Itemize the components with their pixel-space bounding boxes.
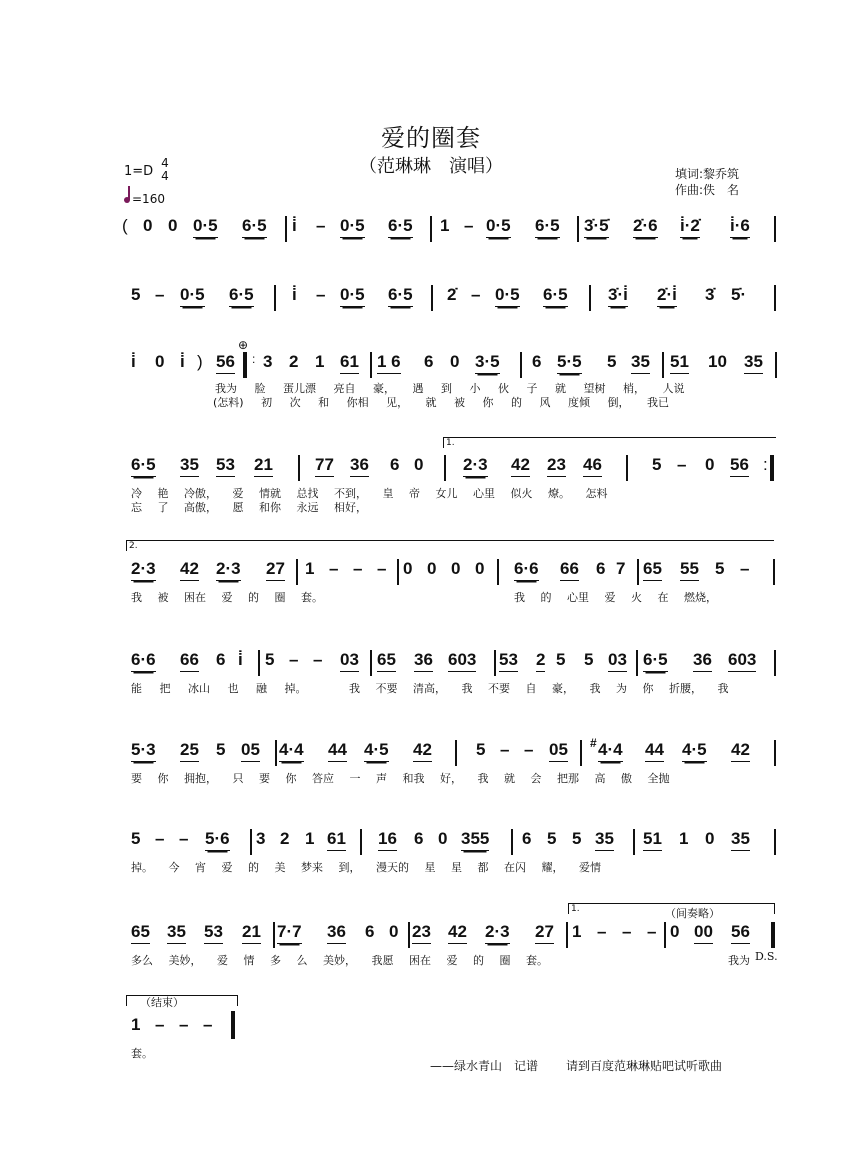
interlude-note: （间奏略） xyxy=(665,907,720,920)
lyricist: 填词:黎乔筑 xyxy=(675,167,740,181)
song-subtitle: （范琳琳 演唱） xyxy=(359,156,503,177)
tempo-marking xyxy=(124,192,165,206)
lyrics-verse-1: 我为 脸 蛋儿漂 亮自 豪， 遇 到 小 伙 子 就 望树 梢， 人说 xyxy=(215,382,685,395)
tempo-value: =160 xyxy=(132,192,165,206)
listen-note: 请到百度范琳琳贴吧试听歌曲 xyxy=(566,1059,723,1073)
lyrics-end: 我为 xyxy=(728,954,750,967)
volta-2-bracket: 2. xyxy=(126,540,774,551)
lyrics-verse-1b: 我 不要 清高， 我 不要 自 豪， 我 为 你 折腰， 我 xyxy=(349,682,729,695)
segno-icon: ⊕ xyxy=(238,338,249,352)
time-bottom: 4 xyxy=(161,169,169,183)
key-signature: 1=D xyxy=(124,164,154,179)
time-signature xyxy=(160,157,170,183)
song-title: 爱的圈套 xyxy=(381,124,481,152)
lyrics-final: 套。 xyxy=(131,1047,153,1060)
ds-marking: D.S. xyxy=(755,950,778,963)
composer: 作曲:佚 名 xyxy=(675,183,740,197)
time-top: 4 xyxy=(161,156,169,170)
lyrics-verse-2: 忘 了 高傲， 愿 和你 永远 相好， xyxy=(131,501,367,514)
lyrics-verse-1b: 我 的 心里 爱 火 在 燃烧， xyxy=(514,591,717,604)
lyrics-verse-1: 能 把 冰山 也 融 掉。 xyxy=(131,682,307,695)
lyrics-verse-1: 多么 美妙， 爱 情 多 么 美妙， 我愿 困在 爱 的 圈 套。 xyxy=(131,954,548,967)
lyrics-verse-1: 要 你 拥抱， 只 要 你 答应 一 声 和我 好， 我 就 会 把那 高 傲 全抛 xyxy=(131,772,670,785)
lyrics-verse-1: 掉。 今 宵 爱 的 美 梦来 到， 漫天的 星 星 都 在闪 耀， 爱情 xyxy=(131,861,601,874)
volta-1-bracket-2: 1. xyxy=(568,903,775,914)
lyrics-verse-1: 冷 艳 冷傲， 爱 情就 总找 不到， 皇 帝 女儿 心里 似火 燎。 怎料 xyxy=(131,487,608,500)
volta-1-bracket: 1. xyxy=(443,437,776,448)
transcriber-credit: ——绿水青山 记谱 xyxy=(430,1059,539,1073)
quarter-note-icon xyxy=(124,197,130,203)
lyrics-verse-2: (怎料) 初 次 和 你相 见， 就 被 你 的 风 度倾 倒， 我已 xyxy=(213,396,670,409)
lyrics-verse-1: 我 被 困在 爱 的 圈 套。 xyxy=(131,591,323,604)
ending-label: （结束） xyxy=(140,996,184,1009)
